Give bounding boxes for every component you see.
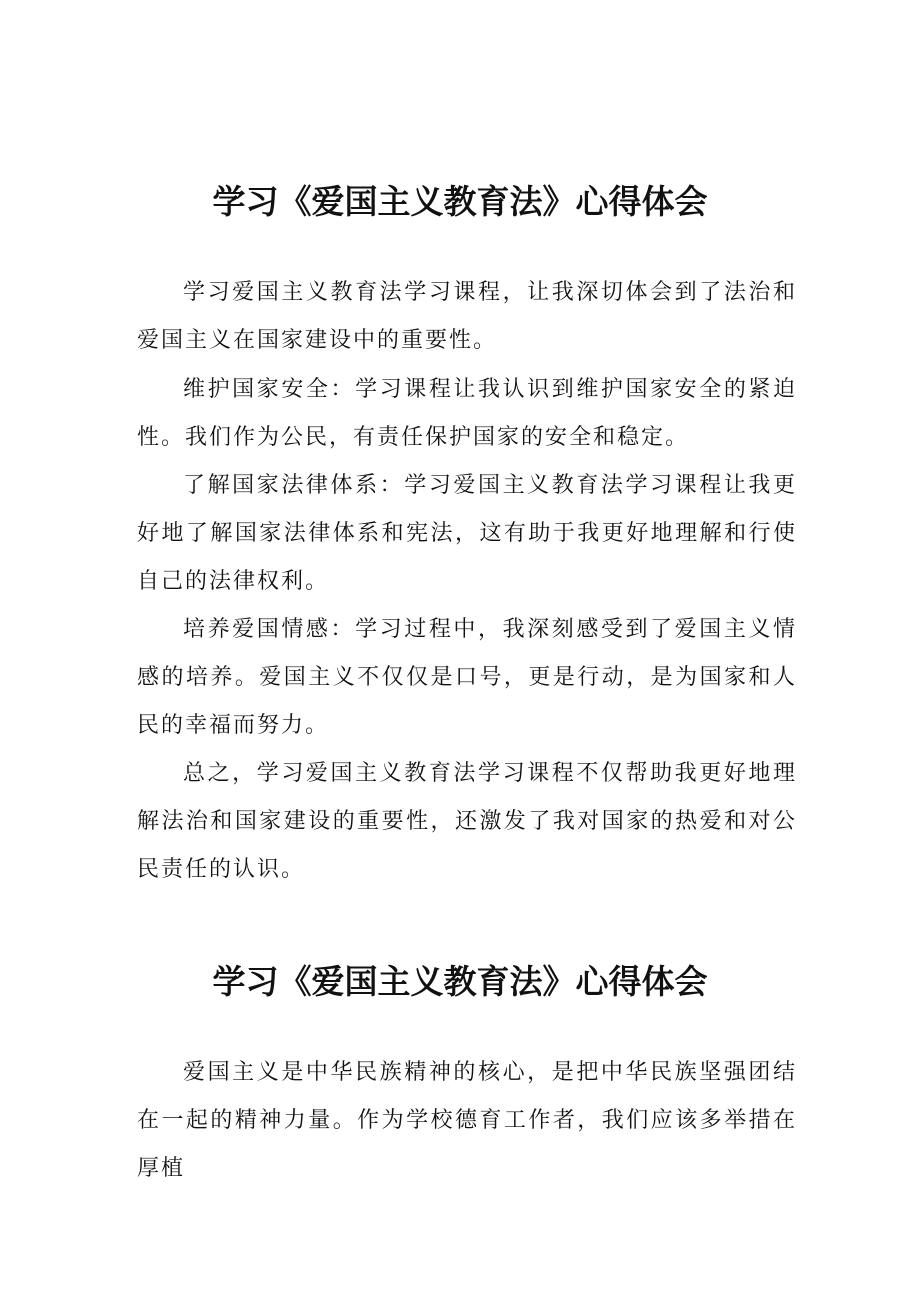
article-title-second: 学习《爱国主义教育法》心得体会 xyxy=(212,962,708,1001)
article-paragraph-conclusion: 总之，学习爱国主义教育法学习课程不仅帮助我更好地理解法治和国家建设的重要性，还激发了我对国家的热爱和对公民责任的认识。 xyxy=(137,761,797,882)
article-title: 学习《爱国主义教育法》心得体会 xyxy=(212,182,708,221)
article-paragraph-legal-system: 了解国家法律体系：学习爱国主义教育法学习课程让我更好地了解国家法律体系和宪法，这有助于我更好地理解和行使自己的法律权利。 xyxy=(137,473,797,594)
article-paragraph-patriotic-feeling: 培养爱国情感：学习过程中，我深刻感受到了爱国主义情感的培养。爱国主义不仅仅是口号，更是行动，是为国家和人民的幸福而努力。 xyxy=(137,617,797,738)
article-paragraph-intro: 学习爱国主义教育法学习课程，让我深切体会到了法治和爱国主义在国家建设中的重要性。 xyxy=(137,280,797,353)
article-paragraph-security: 维护国家安全：学习课程让我认识到维护国家安全的紧迫性。我们作为公民，有责任保护国家的安全和稳定。 xyxy=(137,377,797,450)
article-paragraph-second-intro: 爱国主义是中华民族精神的核心，是把中华民族坚强团结在一起的精神力量。作为学校德育工作者，我们应该多举措在厚植 xyxy=(137,1060,797,1181)
